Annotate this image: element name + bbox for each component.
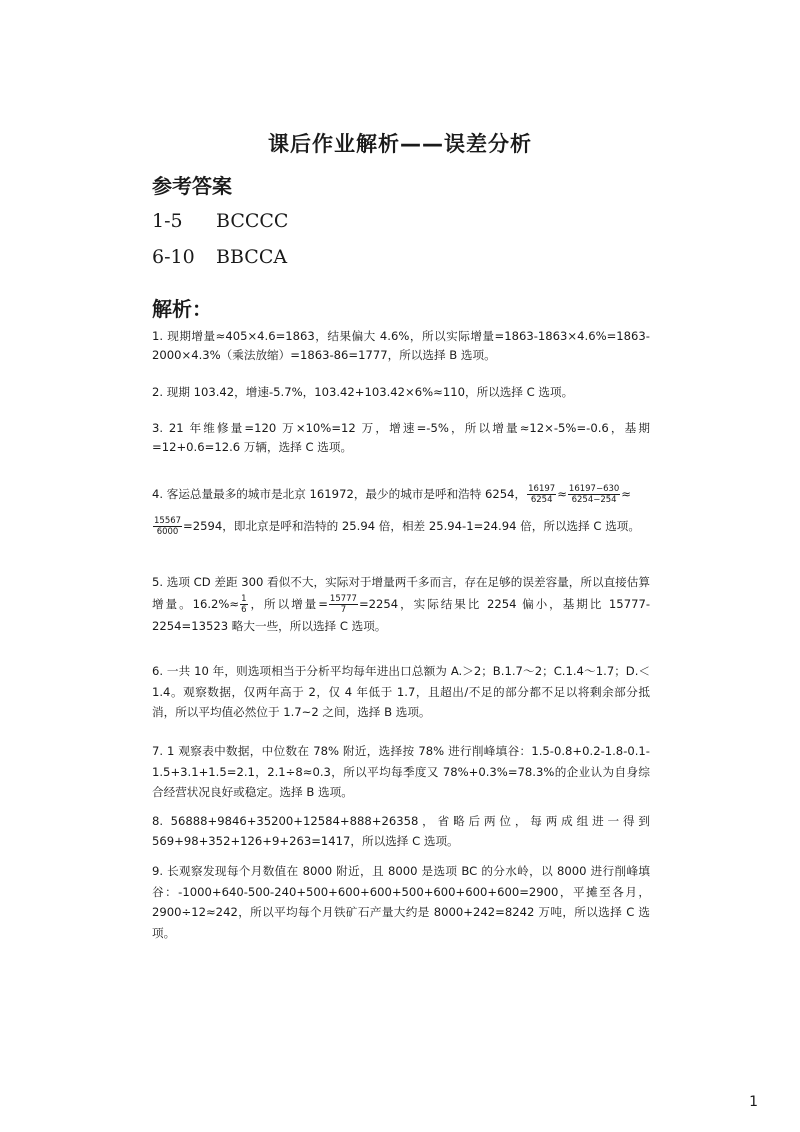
fraction-denominator: 6000 [156, 527, 179, 537]
answer-letters: BBCCA [216, 246, 288, 268]
fraction [240, 594, 247, 615]
item-4-text-b: =2594，即北京是呼和浩特的 25.94 倍，相差 25.94-1=24.94 倍，所以选择 C 选项。 [183, 519, 640, 533]
fraction-numerator: 15777 [329, 594, 357, 604]
fraction-denominator: 6254 [530, 495, 553, 505]
analysis-item-1: 1. 现期增量≈405×4.6=1863，结果偏大 4.6%，所以实际增量=1863-1863×4.6%=1863-2000×4.3%（乘法放缩）=1863-86=1777，所以选择 B 选项。 [152, 329, 650, 362]
fraction-numerator: 16197−630 [568, 484, 620, 494]
item-4-text-a: 4. 客运总量最多的城市是北京 161972，最少的城市是呼和浩特 6254， [152, 487, 527, 501]
fraction-numerator: 15567 [154, 516, 182, 526]
answer-range: 6-10 [152, 246, 195, 268]
fraction-numerator: 1 [241, 594, 247, 604]
answers-heading: 参考答案 [152, 174, 232, 198]
fraction-denominator: 6254−254 [571, 495, 617, 505]
answer-row [152, 246, 287, 268]
fraction [568, 484, 620, 505]
fraction [329, 594, 358, 615]
analysis-item-7: 7. 1 观察表中数据，中位数在 78% 附近，选择按 78% 进行削峰填谷：1.5-0.8+0.2-1.8-0.1-1.5+3.1+1.5=2.1，2.1÷8≈0.3，所以平均每季度又 78%+0.3%=78.3%的企业认为自身综合经营状况良好或稳定。选择 B 选项。 [152, 744, 650, 799]
fraction-denominator: 7 [340, 605, 347, 615]
answer-range: 1-5 [152, 210, 183, 232]
fraction [527, 484, 556, 505]
fraction-numerator: 16197 [528, 484, 556, 494]
analysis-item-5 [152, 571, 650, 637]
analysis-item-3: 3. 21 年维修量=120 万×10%=12 万，增速=-5%，所以增量≈12×-5%=-0.6，基期=12+0.6=12.6 万辆，选择 C 选项。 [152, 421, 650, 454]
analysis-heading: 解析： [152, 297, 212, 321]
item-5-text-c: =2254，实际结果比 2254 偏小，基期比 15777-2254=13523 略大一些，所以选择 C 选项。 [152, 597, 651, 633]
item-4-line-2 [152, 515, 650, 537]
analysis-item-6: 6. 一共 10 年，则选项相当于分析平均每年进出口总额为 A.＞2；B.1.7～2；C.1.4～1.7；D.＜1.4。观察数据，仅两年高于 2，仅 4 年低于 1.7，且超出/不足的部分都不足以将剩余部分抵消，所以平均值必然位于 1.7~2 之间，选择 B 选项。 [152, 664, 650, 719]
fraction-denominator: 6 [241, 605, 247, 615]
fraction [153, 516, 182, 537]
answer-row [152, 210, 288, 232]
approx-sign: ≈ [557, 487, 567, 501]
answer-letters: BCCCC [216, 210, 289, 232]
analysis-item-8: 8. 56888+9846+35200+12584+888+26358，省略后两位，每两成组进一得到 569+98+352+126+9+263=1417，所以选择 C 选项。 [152, 814, 650, 848]
approx-sign: ≈ [621, 487, 632, 501]
item-5-text-b: ，所以增量= [248, 597, 328, 611]
item-5-text-a: 5. 选项 CD 差距 300 看似不大，实际对于增量两千多而言，存在足够的误差容量，所以直接估算增量。16.2%≈ [152, 575, 650, 611]
analysis-item-2: 2. 现期 103.42，增速-5.7%，103.42+103.42×6%≈110，所以选择 C 选项。 [152, 385, 574, 399]
page-number: 1 [749, 1094, 758, 1110]
analysis-item-9: 9. 长观察发现每个月数值在 8000 附近，且 8000 是选项 BC 的分水岭，以 8000 进行削峰填谷：-1000+640-500-240+500+600+600+500+600+600+600=2900，平摊至各月，2900÷12≈242，所以平均每个月铁矿石产量大约是 8000+242=8242 万吨，所以选择 C 选项。 [152, 864, 650, 940]
analysis-item-4 [152, 483, 650, 537]
page-title: 课后作业解析——误差分析 [268, 132, 532, 156]
